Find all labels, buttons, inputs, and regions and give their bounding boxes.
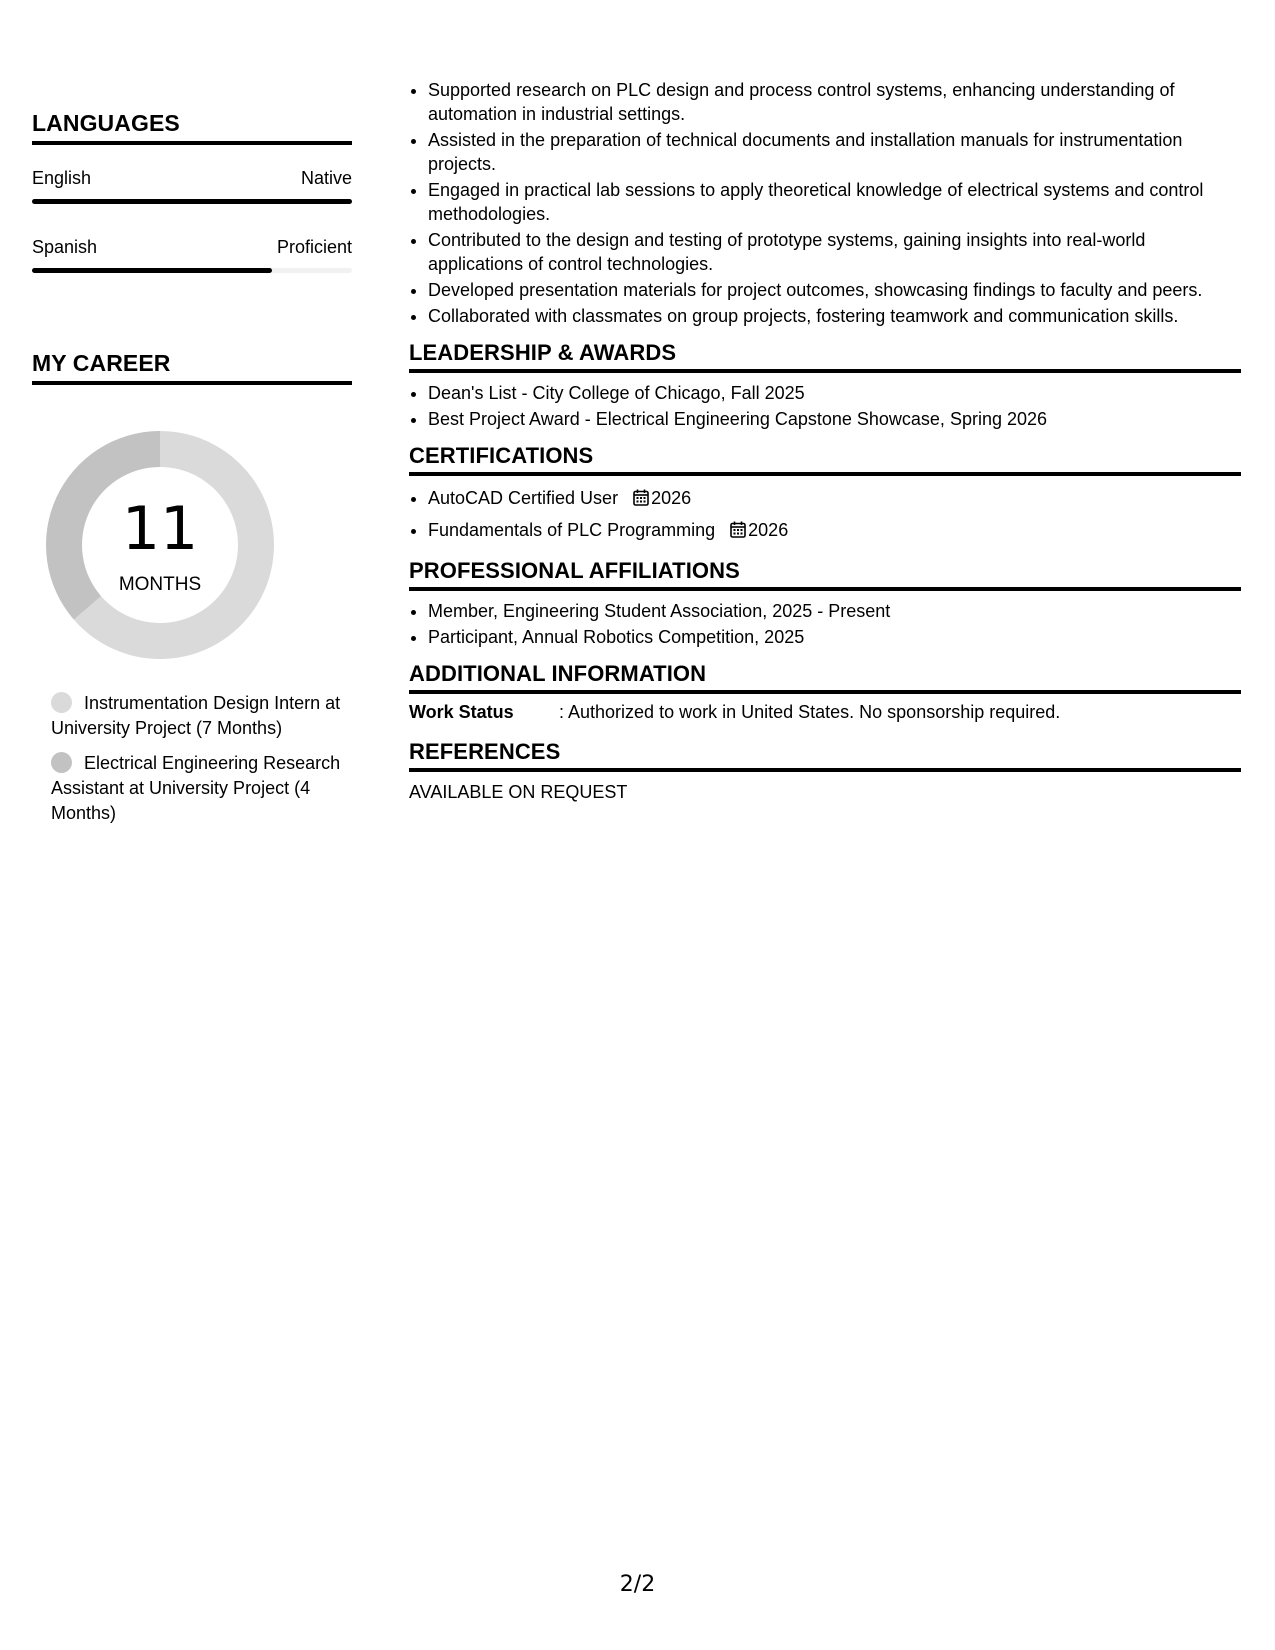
list-item: [428, 516, 1241, 546]
list-item: • Supported research on PLC design and process control systems, enhancing understanding of automation in industrial settings.: [428, 78, 1241, 126]
list-item: • Engaged in practical lab sessions to apply theoretical knowledge of electrical systems and control methodologies.: [428, 178, 1241, 226]
career-legend: [32, 691, 352, 826]
legend-item: [51, 751, 351, 826]
list-item: • Assisted in the preparation of technical documents and installation manuals for instrumentation projects.: [428, 128, 1241, 176]
page-number: 2/2: [619, 1572, 656, 1597]
leadership-list: [409, 381, 1241, 431]
language-item-spanish: [32, 237, 352, 273]
certification-name: Fundamentals of PLC Programming: [428, 520, 716, 540]
affiliations-section: [409, 558, 1241, 649]
list-item: • Dean's List - City College of Chicago, Fall 2025: [428, 381, 1241, 405]
work-status-row: [409, 702, 1241, 723]
calendar-icon: [730, 518, 746, 546]
list-item: • Best Project Award - Electrical Engineering Capstone Showcase, Spring 2026: [428, 407, 1241, 431]
experience-bullet-list: [409, 78, 1241, 328]
additional-info-section: [409, 661, 1241, 723]
language-proficiency-bar: [32, 199, 352, 204]
career-total-unit: MONTHS: [118, 574, 202, 595]
section-heading: LEADERSHIP & AWARDS: [409, 340, 1241, 373]
certifications-section: [409, 443, 1241, 546]
legend-label: Electrical Engineering Research Assistant at University Project (4 Months): [51, 753, 341, 823]
references-section: [409, 739, 1241, 803]
language-level: Proficient: [276, 237, 352, 257]
language-proficiency-fill: [32, 268, 272, 273]
work-status-value: : Authorized to work in United States. No sponsorship required.: [559, 702, 1061, 722]
language-name: English: [32, 168, 92, 188]
work-status-label: Work Status: [409, 702, 514, 722]
legend-dot: [51, 692, 72, 713]
main-content: [409, 78, 1241, 803]
section-heading: PROFESSIONAL AFFILIATIONS: [409, 558, 1241, 591]
list-item: [428, 484, 1241, 514]
certification-year: 2026: [748, 520, 789, 540]
list-item: • Collaborated with classmates on group projects, fostering teamwork and communication skills.: [428, 304, 1241, 328]
section-heading: ADDITIONAL INFORMATION: [409, 661, 1241, 694]
career-donut-chart: [40, 425, 280, 665]
list-item: • Participant, Annual Robotics Competition, 2025: [428, 625, 1241, 649]
certification-year: 2026: [651, 488, 692, 508]
languages-heading: LANGUAGES: [32, 110, 352, 145]
language-name: Spanish: [32, 237, 98, 257]
legend-dot: [51, 752, 72, 773]
legend-label: Instrumentation Design Intern at University Project (7 Months): [51, 693, 341, 738]
leadership-section: [409, 340, 1241, 431]
references-text: AVAILABLE ON REQUEST: [409, 782, 628, 802]
legend-item: [51, 691, 351, 741]
list-item: • Member, Engineering Student Association, 2025 - Present: [428, 599, 1241, 623]
affiliations-list: [409, 599, 1241, 649]
certifications-list: [409, 484, 1241, 546]
career-heading: MY CAREER: [32, 350, 352, 385]
language-proficiency-bar: [32, 268, 352, 273]
language-item-english: [32, 168, 352, 204]
language-proficiency-fill: [32, 199, 352, 204]
certification-name: AutoCAD Certified User: [428, 488, 619, 508]
career-total-value: 11: [121, 494, 199, 564]
list-item: • Contributed to the design and testing of prototype systems, gaining insights into real-world applications of control technologies.: [428, 228, 1241, 276]
calendar-icon: [633, 486, 649, 514]
language-level: Native: [300, 168, 352, 188]
section-heading: REFERENCES: [409, 739, 1241, 772]
section-heading: CERTIFICATIONS: [409, 443, 1241, 476]
list-item: • Developed presentation materials for project outcomes, showcasing findings to faculty and peers.: [428, 278, 1241, 302]
